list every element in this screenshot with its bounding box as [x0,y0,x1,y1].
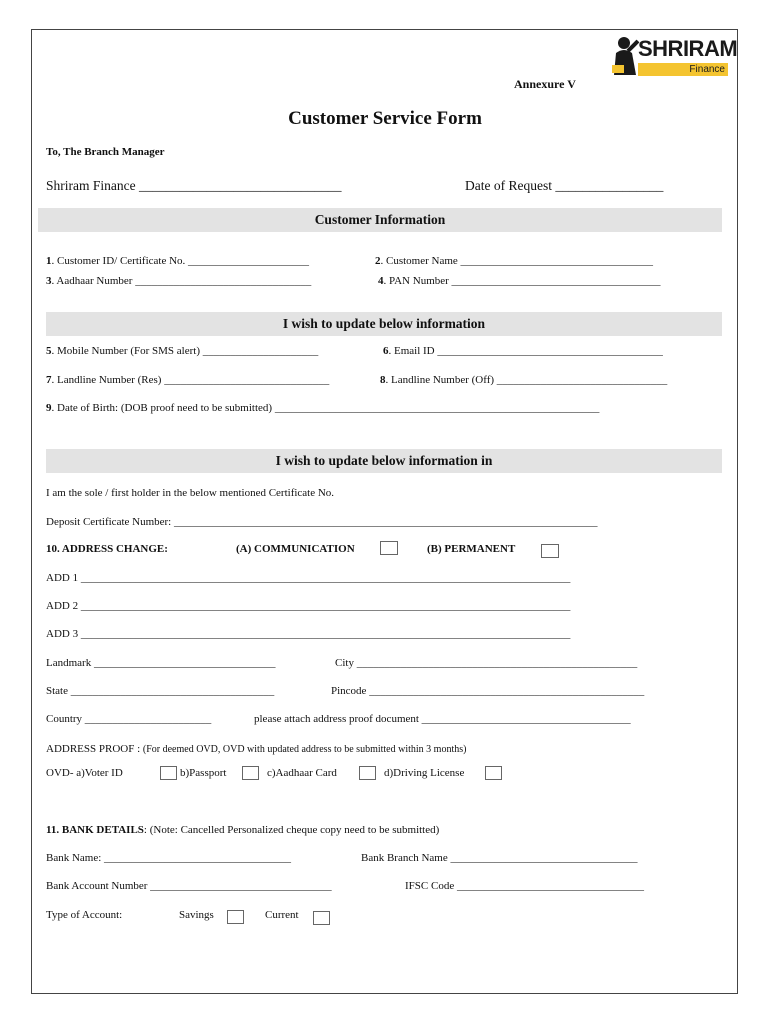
section-update-info-in [46,449,722,473]
field-label: . Aadhaar Number ________________________________ [51,275,312,287]
customer-name-field[interactable] [375,255,653,267]
section-heading: Customer Information [314,212,446,227]
address-line-1-field[interactable]: ADD 1 _________________________________________________________________________________________ [46,572,571,584]
savings-label: Savings [179,909,214,921]
field-number: 6 [383,345,389,357]
communication-option-label: (A) COMMUNICATION [236,543,355,555]
bank-name-field[interactable]: Bank Name: __________________________________ [46,852,292,864]
current-label: Current [265,909,299,921]
savings-checkbox[interactable] [227,910,244,924]
passport-checkbox[interactable] [242,766,259,780]
section-customer-info [38,208,722,232]
ovd-passport-label: b)Passport [180,767,227,779]
addressee-line: To, The Branch Manager [46,146,165,158]
field-number: 2 [375,255,381,267]
address-line-2-field[interactable]: ADD 2 _________________________________________________________________________________________ [46,600,571,612]
address-proof-line [46,739,466,757]
bank-heading-note: : (Note: Cancelled Personalized cheque copy need to be submitted) [143,824,440,836]
bank-account-number-field[interactable]: Bank Account Number _________________________________ [46,880,332,892]
address-change-heading: 10. ADDRESS CHANGE: [46,543,168,555]
branch-field[interactable]: Shriram Finance ______________________________ [46,178,342,193]
country-field[interactable]: Country _______________________ [46,713,212,725]
field-label: . Customer ID/ Certificate No. ______________________ [51,255,310,267]
date-of-request-field[interactable]: Date of Request ________________ [465,178,664,193]
deposit-certificate-field[interactable]: Deposit Certificate Number: _____________________________________________________________________________ [46,516,598,528]
address-line-3-field[interactable]: ADD 3 _________________________________________________________________________________________ [46,628,571,640]
aadhaar-number-field[interactable] [46,275,311,287]
page-title: Customer Service Form [288,108,482,129]
state-field[interactable]: State _____________________________________ [46,685,275,697]
landline-res-field[interactable] [46,374,329,386]
bank-details-heading [46,824,439,836]
field-label: . Customer Name ___________________________________ [380,255,654,267]
field-label: . Mobile Number (For SMS alert) _____________________ [51,345,319,357]
permanent-option-label: (B) PERMANENT [427,543,516,555]
logo-figure-icon [610,35,640,75]
address-proof-attach-field[interactable]: please attach address proof document ______________________________________ [254,713,631,725]
permanent-checkbox[interactable] [541,544,559,558]
field-number: 7 [46,374,52,386]
address-proof-note: (For deemed OVD, OVD with updated address to be submitted within 3 months) [142,744,467,755]
address-proof-label: ADDRESS PROOF : [46,743,143,755]
landmark-field[interactable]: Landmark _________________________________ [46,657,276,669]
ovd-voter-id-label: OVD- a)Voter ID [46,767,123,779]
field-label: . Landline Number (Off) _______________________________ [385,374,668,386]
driving-license-checkbox[interactable] [485,766,502,780]
form-page [31,29,738,994]
pincode-field[interactable]: Pincode __________________________________________________ [331,685,645,697]
field-label: . Email ID _________________________________________ [388,345,663,357]
bank-branch-field[interactable]: Bank Branch Name __________________________________ [361,852,638,864]
field-number: 9 [46,402,52,414]
logo-strip [638,63,728,76]
customer-id-field[interactable] [46,255,309,267]
logo-subtext: Finance [689,64,725,75]
section-heading: I wish to update below information in [275,453,493,468]
section-heading: I wish to update below information [282,316,486,331]
mobile-number-field[interactable] [46,345,318,357]
field-number: 3 [46,275,52,287]
field-label: . Date of Birth: (DOB proof need to be submitted) ___________________________________________________________ [51,402,600,414]
communication-checkbox[interactable] [380,541,398,555]
field-label: . PAN Number ______________________________________ [383,275,661,287]
shriram-logo [610,33,738,79]
aadhaar-checkbox[interactable] [359,766,376,780]
holder-statement: I am the sole / first holder in the below mentioned Certificate No. [46,487,335,499]
ovd-aadhaar-label: c)Aadhaar Card [267,767,337,779]
bank-heading-label: 11. BANK DETAILS [46,824,144,836]
field-label: . Landline Number (Res) ______________________________ [51,374,330,386]
landline-off-field[interactable] [380,374,667,386]
section-update-info [46,312,722,336]
city-field[interactable]: City ___________________________________________________ [335,657,638,669]
field-number: 1 [46,255,52,267]
account-type-label: Type of Account: [46,909,123,921]
email-id-field[interactable] [383,345,663,357]
field-number: 4 [378,275,384,287]
logo-wordmark: SHRIRAM [638,36,738,61]
ovd-driving-license-label: d)Driving License [384,767,465,779]
pan-number-field[interactable] [378,275,661,287]
voter-id-checkbox[interactable] [160,766,177,780]
current-checkbox[interactable] [313,911,330,925]
date-of-birth-field[interactable] [46,402,599,414]
ifsc-code-field[interactable]: IFSC Code __________________________________ [405,880,644,892]
field-number: 5 [46,345,52,357]
annexure-label: Annexure V [514,77,576,91]
field-number: 8 [380,374,386,386]
